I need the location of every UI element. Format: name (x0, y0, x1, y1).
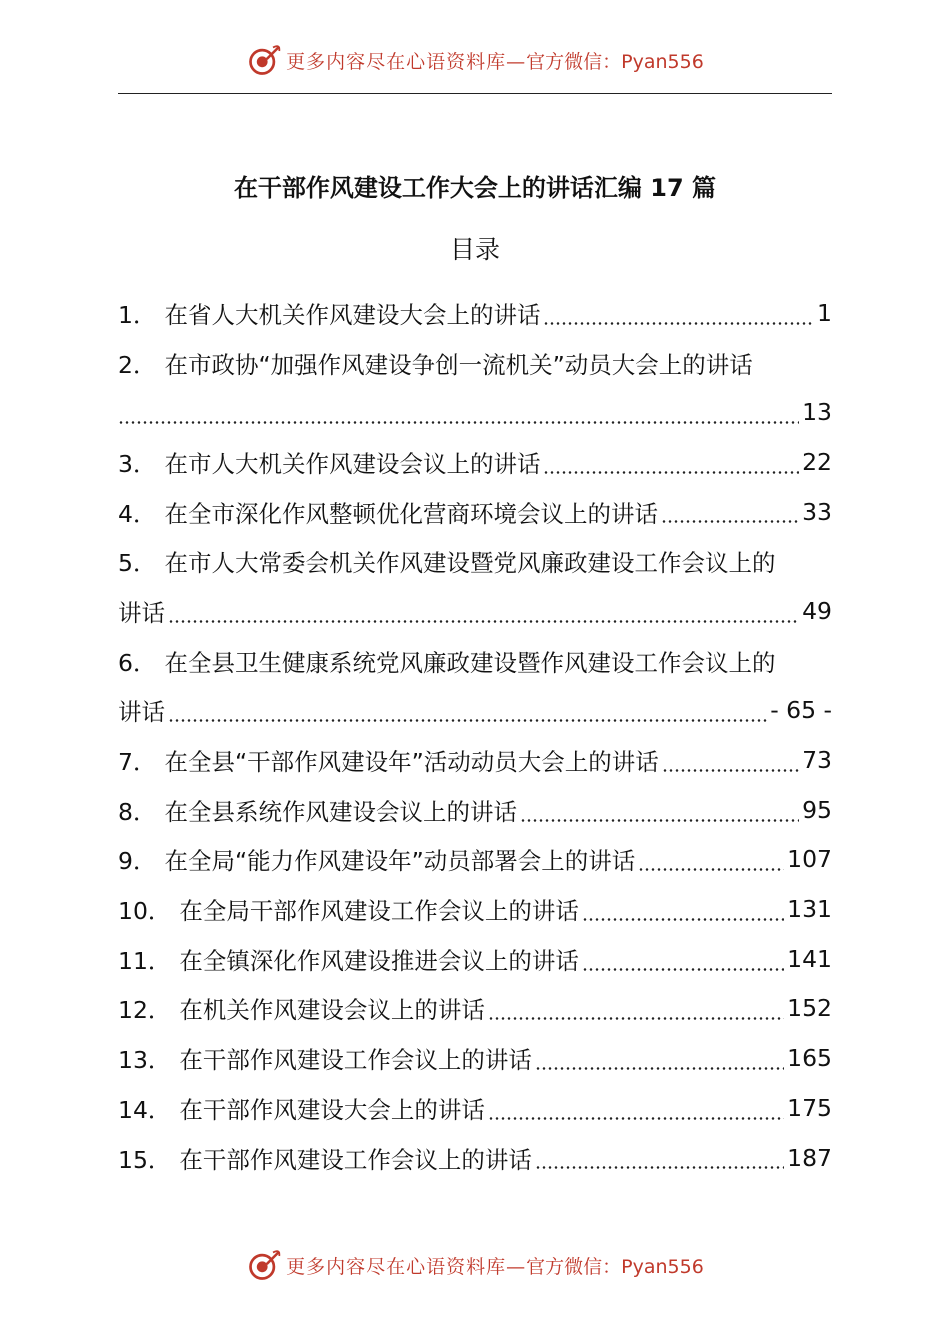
toc-entry-title: 在干部作风建设工作会议上的讲话 (179, 1145, 532, 1174)
toc-entry[interactable] (118, 835, 832, 885)
toc-entry-number: 7． (118, 748, 157, 777)
toc-entry[interactable] (118, 984, 832, 1034)
toc-entry-title-continued: 讲话 (118, 698, 165, 727)
toc-entry-page: 107 (787, 845, 832, 874)
quill-logo-icon (246, 42, 282, 78)
toc-entry-page: 73 (802, 746, 832, 775)
toc-entry-title: 在全市深化作风整顿优化营商环境会议上的讲话 (164, 499, 658, 528)
watermark-contact: 官方微信：Pyan556 (526, 50, 704, 73)
toc-entry-title: 在市人大常委会机关作风建设暨党风廉政建设工作会议上的 (164, 549, 776, 578)
toc-entry[interactable] (118, 536, 832, 586)
toc-entry-number: 10． (118, 897, 172, 926)
toc-entry-number: 11． (118, 946, 172, 975)
toc-entry-page: 165 (787, 1044, 832, 1073)
toc-entry-page: 187 (787, 1143, 832, 1172)
quill-logo-icon (246, 1247, 282, 1283)
toc-entry-page: 33 (802, 497, 832, 526)
document-title: 在干部作风建设工作大会上的讲话汇编 17 篇 (233, 174, 717, 202)
toc-entry[interactable] (118, 1133, 832, 1183)
toc-entry[interactable] (118, 636, 832, 686)
table-of-contents (118, 288, 832, 1182)
toc-entry[interactable] (118, 884, 832, 934)
toc-entry-title: 在全局干部作风建设工作会议上的讲话 (179, 897, 579, 926)
toc-entry-title-continued: 讲话 (118, 598, 165, 627)
toc-entry[interactable] (118, 735, 832, 785)
toc-entry-title: 在干部作风建设大会上的讲话 (179, 1095, 485, 1124)
dot-leader (535, 1067, 784, 1070)
toc-entry-title: 在市政协“加强作风建设争创一流机关”动员大会上的讲话 (164, 350, 753, 379)
toc-entry-title: 在机关作风建设会议上的讲话 (179, 996, 485, 1025)
dot-leader (535, 1166, 784, 1169)
toc-entry-page: 141 (787, 944, 832, 973)
dot-leader (520, 819, 799, 822)
toc-heading: 目录 (449, 235, 500, 264)
toc-entry-number: 2． (118, 350, 157, 379)
toc-entry-number: 1． (118, 300, 157, 329)
toc-entry-page: 175 (787, 1093, 832, 1122)
dot-leader (488, 1017, 784, 1020)
toc-entry[interactable] (118, 1083, 832, 1133)
toc-entry-continuation[interactable] (118, 586, 832, 636)
toc-entry-title: 在干部作风建设工作会议上的讲话 (179, 1046, 532, 1075)
toc-entry-number: 12． (118, 996, 172, 1025)
toc-entry-title: 在省人大机关作风建设大会上的讲话 (164, 300, 541, 329)
toc-entry-number: 6． (118, 648, 157, 677)
watermark-text: 更多内容尽在心语资料库— (286, 50, 527, 73)
toc-entry-page: 13 (802, 398, 832, 427)
toc-entry-page: 1 (817, 298, 832, 327)
toc-entry-number: 14． (118, 1095, 172, 1124)
toc-entry-number: 3． (118, 449, 157, 478)
dot-leader (488, 1117, 784, 1120)
footer-watermark (0, 1243, 950, 1287)
dot-leader (661, 520, 799, 523)
toc-entry-continuation[interactable] (118, 387, 832, 437)
watermark-text: 更多内容尽在心语资料库— (286, 1255, 527, 1278)
dot-leader (582, 968, 784, 971)
toc-entry[interactable] (118, 487, 832, 537)
toc-entry-number: 4． (118, 499, 157, 528)
toc-entry[interactable] (118, 934, 832, 984)
toc-entry[interactable] (118, 338, 832, 388)
dot-leader (168, 620, 799, 623)
toc-entry-page: 152 (787, 994, 832, 1023)
dot-leader (582, 918, 784, 921)
toc-entry-page: 131 (787, 895, 832, 924)
toc-entry-page: 95 (802, 795, 832, 824)
dot-leader (118, 421, 799, 424)
toc-entry-page: 22 (802, 447, 832, 476)
toc-entry[interactable] (118, 785, 832, 835)
toc-entry-page: 49 (802, 596, 832, 625)
watermark-contact: 官方微信：Pyan556 (526, 1255, 704, 1278)
toc-entry[interactable] (118, 1033, 832, 1083)
toc-entry-continuation[interactable] (118, 686, 832, 736)
toc-entry-title: 在全镇深化作风建设推进会议上的讲话 (179, 946, 579, 975)
toc-entry[interactable] (118, 437, 832, 487)
toc-entry-number: 15． (118, 1145, 172, 1174)
toc-entry-number: 9． (118, 847, 157, 876)
toc-entry-number: 8． (118, 797, 157, 826)
dot-leader (543, 471, 799, 474)
toc-entry[interactable] (118, 288, 832, 338)
toc-entry-title: 在全县“干部作风建设年”活动动员大会上的讲话 (164, 748, 659, 777)
toc-entry-title: 在全县卫生健康系统党风廉政建设暨作风建设工作会议上的 (164, 648, 776, 677)
dot-leader (168, 719, 767, 722)
toc-entry-title: 在全县系统作风建设会议上的讲话 (164, 797, 517, 826)
toc-entry-page: - 65 - (770, 696, 832, 725)
header-watermark (0, 38, 950, 82)
dot-leader (662, 769, 799, 772)
toc-entry-number: 5． (118, 549, 157, 578)
dot-leader (638, 868, 784, 871)
toc-entry-title: 在全局“能力作风建设年”动员部署会上的讲话 (164, 847, 636, 876)
toc-entry-title: 在市人大机关作风建设会议上的讲话 (164, 449, 541, 478)
dot-leader (543, 322, 814, 325)
header-divider (118, 93, 832, 94)
toc-entry-number: 13． (118, 1046, 172, 1075)
